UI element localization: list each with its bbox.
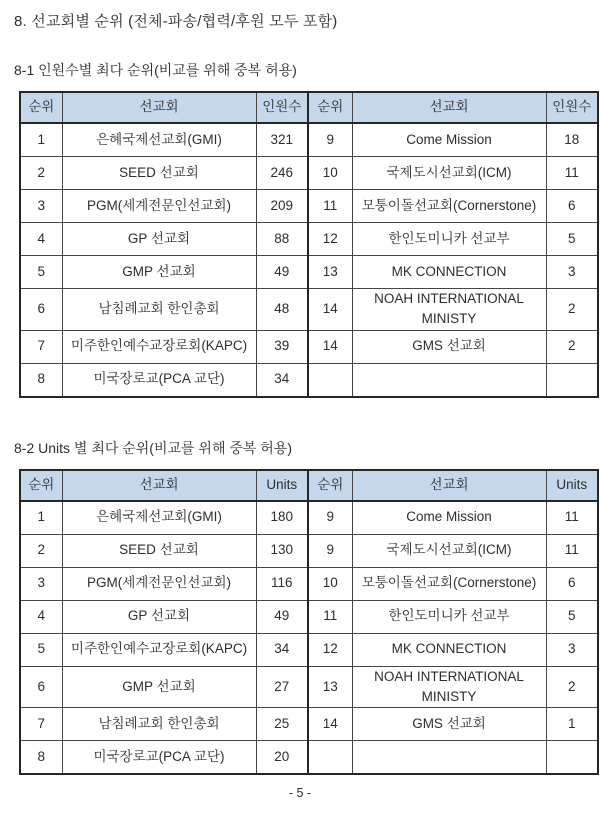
mission-name-cell: 은혜국제선교회(GMI)	[62, 501, 256, 535]
rank-cell: 10	[308, 567, 352, 600]
column-header: 순위	[308, 470, 352, 501]
table-body	[20, 501, 598, 775]
column-header: 선교회	[352, 92, 546, 123]
mission-name-cell: MK CONNECTION	[352, 633, 546, 666]
mission-name-cell: MK CONNECTION	[352, 256, 546, 289]
count-cell: 27	[256, 666, 308, 708]
column-header: 인원수	[256, 92, 308, 123]
rank-cell: 10	[308, 157, 352, 190]
section-ranking-by-units	[0, 438, 600, 776]
rank-cell: 8	[20, 363, 62, 397]
rank-cell: 9	[308, 123, 352, 157]
mission-name-cell	[352, 363, 546, 397]
rank-cell: 6	[20, 289, 62, 331]
table-row	[20, 708, 598, 741]
rank-cell: 2	[20, 534, 62, 567]
rank-cell: 5	[20, 633, 62, 666]
count-cell	[546, 363, 598, 397]
rank-cell: 5	[20, 256, 62, 289]
count-cell: 5	[546, 223, 598, 256]
mission-name-cell: 남침례교회 한인총회	[62, 289, 256, 331]
rank-cell: 11	[308, 600, 352, 633]
table-row	[20, 600, 598, 633]
count-cell: 6	[546, 567, 598, 600]
mission-name-cell: 미국장로교(PCA 교단)	[62, 363, 256, 397]
count-cell: 1	[546, 708, 598, 741]
count-cell: 6	[546, 190, 598, 223]
column-header: 순위	[20, 92, 62, 123]
mission-name-cell: NOAH INTERNATIONAL MINISTY	[352, 289, 546, 331]
rank-table-units	[19, 469, 599, 776]
table-row	[20, 223, 598, 256]
rank-cell: 14	[308, 708, 352, 741]
count-cell: 34	[256, 363, 308, 397]
mission-name-cell: 미주한인예수교장로회(KAPC)	[62, 330, 256, 363]
count-cell: 48	[256, 289, 308, 331]
table-row	[20, 501, 598, 535]
mission-name-cell: GMS 선교회	[352, 708, 546, 741]
count-cell: 20	[256, 741, 308, 775]
count-cell: 49	[256, 256, 308, 289]
rank-table-people	[19, 91, 599, 398]
column-header: Units	[546, 470, 598, 501]
rank-cell: 12	[308, 633, 352, 666]
count-cell: 18	[546, 123, 598, 157]
rank-cell: 1	[20, 501, 62, 535]
mission-name-cell: SEED 선교회	[62, 534, 256, 567]
table-row	[20, 190, 598, 223]
table-caption-units: 8-2 Units 별 최다 순위(비교를 위해 중복 허용)	[14, 439, 293, 456]
rank-cell: 14	[308, 330, 352, 363]
rank-cell: 4	[20, 600, 62, 633]
count-cell: 2	[546, 289, 598, 331]
count-cell: 246	[256, 157, 308, 190]
rank-cell	[308, 363, 352, 397]
header-row	[20, 92, 598, 123]
count-cell: 11	[546, 534, 598, 567]
mission-name-cell: 국제도시선교회(ICM)	[352, 534, 546, 567]
table-row	[20, 633, 598, 666]
mission-name-cell	[352, 741, 546, 775]
count-cell: 3	[546, 633, 598, 666]
column-header: 순위	[308, 92, 352, 123]
mission-name-cell: 미주한인예수교장로회(KAPC)	[62, 633, 256, 666]
table-row	[20, 741, 598, 775]
count-cell: 321	[256, 123, 308, 157]
rank-cell: 7	[20, 708, 62, 741]
rank-cell: 2	[20, 157, 62, 190]
mission-name-cell: GP 선교회	[62, 600, 256, 633]
count-cell: 2	[546, 666, 598, 708]
count-cell: 5	[546, 600, 598, 633]
rank-cell: 8	[20, 741, 62, 775]
rank-cell: 3	[20, 190, 62, 223]
mission-name-cell: GMP 선교회	[62, 256, 256, 289]
column-header: 인원수	[546, 92, 598, 123]
count-cell: 3	[546, 256, 598, 289]
table-row	[20, 666, 598, 708]
mission-name-cell: Come Mission	[352, 501, 546, 535]
mission-name-cell: 한인도미니카 선교부	[352, 600, 546, 633]
column-header: 선교회	[62, 470, 256, 501]
table-row	[20, 534, 598, 567]
count-cell: 2	[546, 330, 598, 363]
mission-name-cell: GMP 선교회	[62, 666, 256, 708]
rank-cell: 3	[20, 567, 62, 600]
mission-name-cell: PGM(세계전문인선교회)	[62, 190, 256, 223]
table-header-row	[20, 470, 598, 501]
page-title: 8. 선교회별 순위 (전체-파송/협력/후원 모두 포함)	[14, 13, 338, 30]
rank-cell	[308, 741, 352, 775]
mission-name-cell: PGM(세계전문인선교회)	[62, 567, 256, 600]
table-caption-people: 8-1 인원수별 최다 순위(비교를 위해 중복 허용)	[14, 62, 297, 78]
mission-name-cell: SEED 선교회	[62, 157, 256, 190]
count-cell	[546, 741, 598, 775]
rank-cell: 9	[308, 501, 352, 535]
count-cell: 49	[256, 600, 308, 633]
table-body	[20, 123, 598, 397]
column-header: 선교회	[352, 470, 546, 501]
header-row	[20, 470, 598, 501]
count-cell: 88	[256, 223, 308, 256]
table-row	[20, 157, 598, 190]
mission-name-cell: 미국장로교(PCA 교단)	[62, 741, 256, 775]
table-row	[20, 256, 598, 289]
mission-name-cell: 한인도미니카 선교부	[352, 223, 546, 256]
mission-name-cell: Come Mission	[352, 123, 546, 157]
table-row	[20, 363, 598, 397]
rank-cell: 9	[308, 534, 352, 567]
count-cell: 39	[256, 330, 308, 363]
mission-name-cell: GMS 선교회	[352, 330, 546, 363]
column-header: 순위	[20, 470, 62, 501]
count-cell: 116	[256, 567, 308, 600]
count-cell: 34	[256, 633, 308, 666]
mission-name-cell: GP 선교회	[62, 223, 256, 256]
rank-cell: 14	[308, 289, 352, 331]
rank-cell: 12	[308, 223, 352, 256]
count-cell: 11	[546, 157, 598, 190]
mission-name-cell: 남침례교회 한인총회	[62, 708, 256, 741]
count-cell: 11	[546, 501, 598, 535]
mission-name-cell: 모퉁이돌선교회(Cornerstone)	[352, 567, 546, 600]
table-row	[20, 289, 598, 331]
count-cell: 130	[256, 534, 308, 567]
rank-cell: 6	[20, 666, 62, 708]
mission-name-cell: 국제도시선교회(ICM)	[352, 157, 546, 190]
rank-cell: 13	[308, 256, 352, 289]
table-row	[20, 123, 598, 157]
mission-name-cell: 모퉁이돌선교회(Cornerstone)	[352, 190, 546, 223]
section-ranking-by-people	[0, 60, 600, 398]
count-cell: 25	[256, 708, 308, 741]
rank-cell: 11	[308, 190, 352, 223]
rank-cell: 7	[20, 330, 62, 363]
rank-cell: 4	[20, 223, 62, 256]
column-header: 선교회	[62, 92, 256, 123]
mission-name-cell: 은혜국제선교회(GMI)	[62, 123, 256, 157]
table-header-row	[20, 92, 598, 123]
table-row	[20, 330, 598, 363]
count-cell: 209	[256, 190, 308, 223]
count-cell: 180	[256, 501, 308, 535]
page-number: - 5 -	[288, 786, 312, 800]
rank-cell: 1	[20, 123, 62, 157]
table-row	[20, 567, 598, 600]
column-header: Units	[256, 470, 308, 501]
mission-name-cell: NOAH INTERNATIONAL MINISTY	[352, 666, 546, 708]
rank-cell: 13	[308, 666, 352, 708]
